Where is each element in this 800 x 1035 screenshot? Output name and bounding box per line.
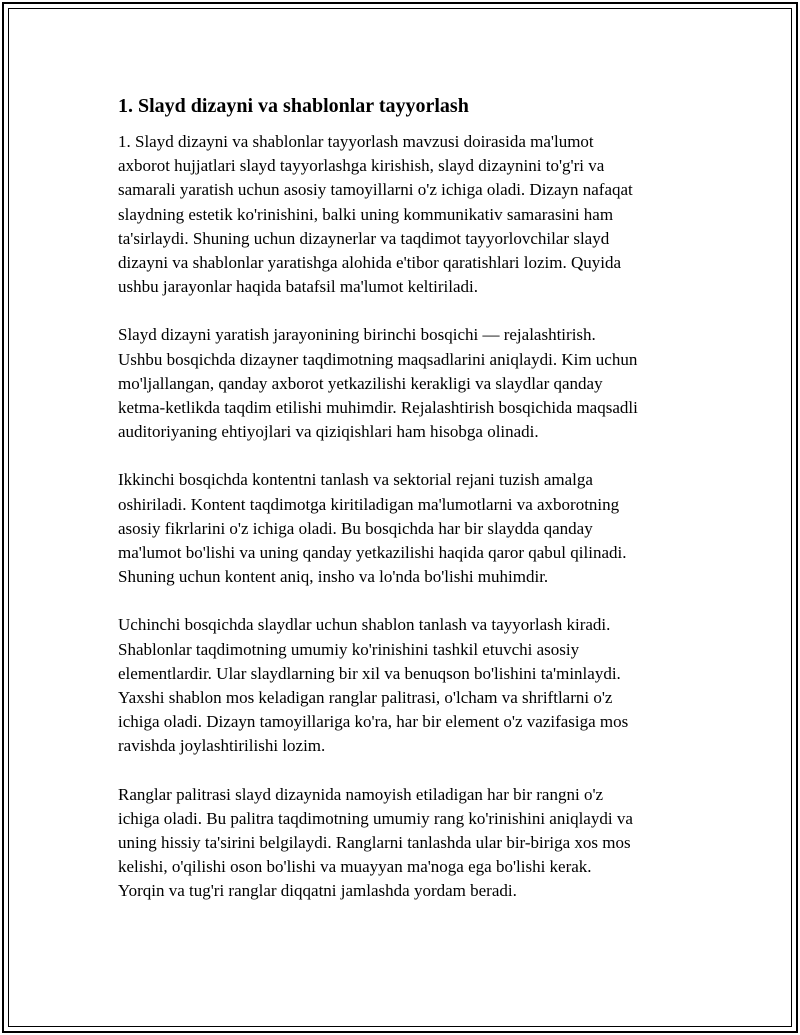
- paragraph-line: Yorqin va tug'ri ranglar diqqatni jamlashda yordam beradi.: [118, 881, 517, 901]
- document-body: [118, 130, 678, 904]
- paragraph: [118, 468, 678, 589]
- paragraph-line: Shablonlar taqdimotning umumiy ko'rinishini tashkil etuvchi asosiy: [118, 639, 580, 659]
- paragraph-line: kelishi, o'qilishi oson bo'lishi va muayyan ma'noga ega bo'lishi kerak.: [118, 857, 592, 877]
- paragraph-line: uning hissiy ta'sirini belgilaydi. Ranglarni tanlashda ular bir-biriga xos mos: [118, 833, 631, 853]
- paragraph-line: ma'lumot bo'lishi va uning qanday yetkazilishi haqida qaror qabul qilinadi.: [118, 543, 627, 563]
- paragraph-line: oshiriladi. Kontent taqdimotga kiritiladigan ma'lumotlarni va axborotning: [118, 494, 620, 514]
- paragraph-line: slaydning estetik ko'rinishini, balki uning kommunikativ samarasini ham: [118, 204, 614, 224]
- paragraph-line: auditoriyaning ehtiyojlari va qiziqishlari ham hisobga olinadi.: [118, 422, 539, 442]
- paragraph-line: Ikkinchi bosqichda kontentni tanlash va sektorial rejani tuzish amalga: [118, 470, 593, 490]
- paragraph-line: dizayni va shablonlar yaratishga alohida e'tibor qaratishlari lozim. Quyida: [118, 253, 621, 273]
- paragraph: [118, 323, 678, 444]
- paragraph-line: ta'sirlaydi. Shuning uchun dizaynerlar va taqdimot tayyorlovchilar slayd: [118, 228, 610, 248]
- document-page: [118, 92, 678, 928]
- paragraph-line: axborot hujjatlari slayd tayyorlashga kirishish, slayd dizaynini to'g'ri va: [118, 156, 605, 176]
- paragraph-line: elementlardir. Ular slaydlarning bir xil va benuqson bo'lishini ta'minlaydi.: [118, 663, 621, 683]
- paragraph-line: asosiy fikrlarini o'z ichiga oladi. Bu bosqichda har bir slaydda qanday: [118, 518, 593, 538]
- paragraph: [118, 130, 678, 299]
- section-heading: 1. Slayd dizayni va shablonlar tayyorlash: [118, 95, 469, 117]
- paragraph-line: samarali yaratish uchun asosiy tamoyillarni o'z ichiga oladi. Dizayn nafaqat: [118, 180, 633, 200]
- paragraph-line: ravishda joylashtirilishi lozim.: [118, 736, 326, 756]
- paragraph-line: Slayd dizayni yaratish jarayonining birinchi bosqichi — rejalashtirish.: [118, 325, 596, 345]
- paragraph-line: Ranglar palitrasi slayd dizaynida namoyish etiladigan har bir rangni o'z: [118, 784, 604, 804]
- paragraph-line: ushbu jarayonlar haqida batafsil ma'lumot keltiriladi.: [118, 277, 478, 297]
- paragraph-line: ichiga oladi. Dizayn tamoyillariga ko'ra, har bir element o'z vazifasiga mos: [118, 712, 629, 732]
- paragraph: [118, 613, 678, 758]
- paragraph: [118, 783, 678, 904]
- paragraph-line: Yaxshi shablon mos keladigan ranglar palitrasi, o'lcham va shriftlarni o'z: [118, 688, 613, 708]
- paragraph-line: ichiga oladi. Bu palitra taqdimotning umumiy rang ko'rinishini aniqlaydi va: [118, 808, 633, 828]
- paragraph-line: Shuning uchun kontent aniq, insho va lo'nda bo'lishi muhimdir.: [118, 567, 549, 587]
- paragraph-line: Uchinchi bosqichda slaydlar uchun shablon tanlash va tayyorlash kiradi.: [118, 615, 611, 635]
- paragraph-line: Ushbu bosqichda dizayner taqdimotning maqsadlarini aniqlaydi. Kim uchun: [118, 349, 638, 369]
- paragraph-line: ketma-ketlikda taqdim etilishi muhimdir. Rejalashtirish bosqichida maqsadli: [118, 398, 638, 418]
- paragraph-line: 1. Slayd dizayni va shablonlar tayyorlash mavzusi doirasida ma'lumot: [118, 132, 594, 151]
- paragraph-line: mo'ljallangan, qanday axborot yetkazilishi kerakligi va slaydlar qanday: [118, 373, 603, 393]
